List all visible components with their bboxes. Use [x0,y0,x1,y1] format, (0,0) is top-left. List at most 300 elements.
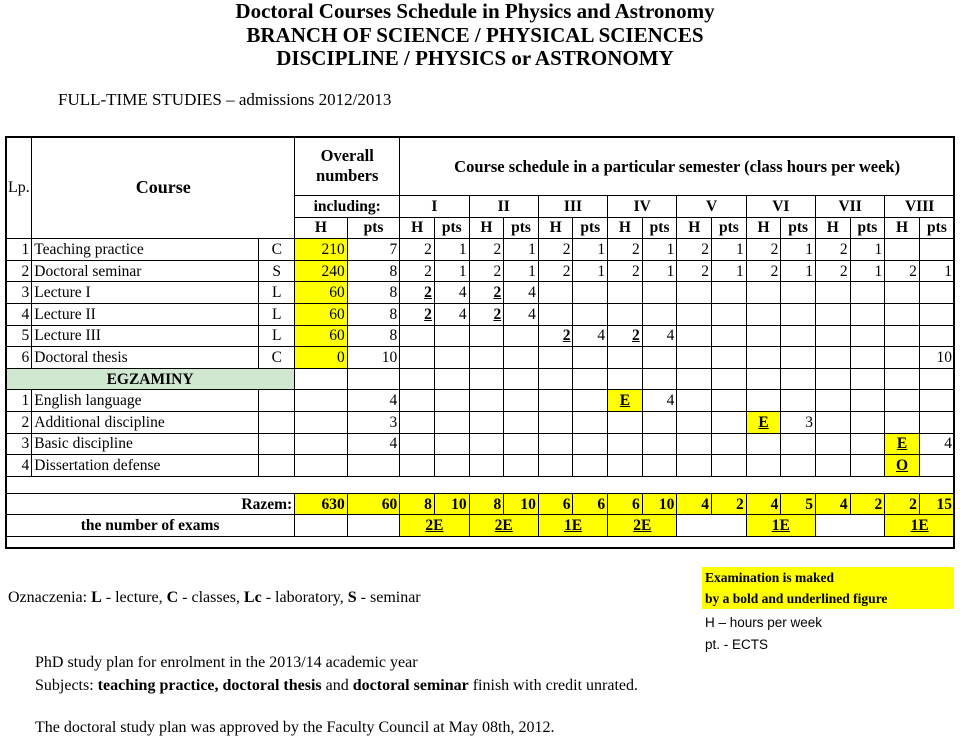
exam-name: Basic discipline [32,433,259,455]
sem-pts [781,282,816,304]
overall-pts: 3 [347,411,400,433]
col-pts: pts [642,217,677,239]
title-line-1: Doctoral Courses Schedule in Physics and Astronomy [235,0,715,23]
empty-cell [815,433,850,455]
sem-pts [919,239,954,261]
sem-pts: 4 [504,282,539,304]
empty-cell [434,411,469,433]
sem-h: 2 [538,239,573,261]
exam-type [259,390,295,412]
sem-h [677,282,712,304]
sem-pts [850,347,885,369]
sem-h: 2 [469,282,504,304]
row-number: 4 [6,303,32,325]
empty-cell [885,411,920,433]
empty-cell [919,390,954,412]
razem-h: 630 [295,493,348,515]
empty-cell [434,390,469,412]
empty-cell [469,411,504,433]
empty-cell [469,455,504,477]
razem-sem-h: 4 [746,493,781,515]
unit-note-h: H – hours per week [705,615,823,630]
empty-cell [850,433,885,455]
empty-cell [573,455,608,477]
empty-cell [434,368,469,390]
sem-pts [573,303,608,325]
empty-cell [885,368,920,390]
empty-cell [712,411,747,433]
empty-cell [295,368,348,390]
empty-cell [781,455,816,477]
sem-h: 2 [677,260,712,282]
empty-cell [400,433,435,455]
empty-cell [781,433,816,455]
empty-cell [677,411,712,433]
empty-cell [400,411,435,433]
overall-pts: 8 [347,260,400,282]
exam-note [702,567,954,609]
exams-count: 2E [469,515,538,537]
sem-h [538,303,573,325]
course-name: Lecture II [32,303,259,325]
legend [8,589,421,607]
sem-pts [434,325,469,347]
sem-h: 2 [608,239,643,261]
empty-cell [504,433,539,455]
overall-h: 60 [295,303,348,325]
col-h: H [295,217,348,239]
sem-h [815,347,850,369]
table-row [6,347,955,369]
exam-note-line-2: by a bold and underlined figure [705,591,888,606]
razem-sem-pts: 10 [504,493,539,515]
sem-h [815,282,850,304]
empty-cell [919,411,954,433]
semester-III: III [538,196,607,218]
empty-cell [642,433,677,455]
sem-h: 2 [538,260,573,282]
empty-cell [538,411,573,433]
empty-cell [781,390,816,412]
col-pts: pts [504,217,539,239]
col-h: H [815,217,850,239]
exam-mark: O [885,455,920,477]
sem-pts: 1 [504,260,539,282]
empty-cell [746,390,781,412]
sem-pts [712,303,747,325]
table-row [6,390,955,412]
overall-pts [347,455,400,477]
footer-subjects-1: teaching practice, doctoral thesis [97,677,322,694]
overall-pts: 4 [347,433,400,455]
course-type: S [259,260,295,282]
sem-pts [504,325,539,347]
footer-and: and [321,677,353,694]
legend-C-text: - classes, [178,589,244,606]
studies-subtitle: FULL-TIME STUDIES – admissions 2012/2013 [58,90,392,109]
legend-C: C [166,589,179,606]
sem-h [677,303,712,325]
sem-pts: 1 [434,260,469,282]
sem-pts [919,282,954,304]
sem-h [746,303,781,325]
empty-cell [677,455,712,477]
exams-count: 2E [608,515,677,537]
sem-pts [850,325,885,347]
empty-cell [573,368,608,390]
razem-label: Razem: [6,493,295,515]
title-line-3: DISCIPLINE / PHYSICS or ASTRONOMY [276,46,674,70]
legend-Lc: Lc [243,589,262,606]
empty-cell [504,368,539,390]
empty-cell [538,390,573,412]
overall-h [295,455,348,477]
sem-h [885,325,920,347]
sem-pts: 1 [781,239,816,261]
sem-h [608,347,643,369]
sem-h [885,239,920,261]
razem-sem-pts: 10 [434,493,469,515]
empty-cell [573,390,608,412]
course-name: Lecture III [32,325,259,347]
table-row [6,282,955,304]
exam-type [259,433,295,455]
sem-pts [712,347,747,369]
sem-pts: 4 [642,325,677,347]
exam-note-line-1: Examination is maked [705,570,835,585]
table-row [6,239,955,261]
table-row [6,325,955,347]
empty-cell [919,368,954,390]
course-type: L [259,303,295,325]
sem-pts [712,325,747,347]
legend-prefix: Oznaczenia: [8,589,92,606]
sem-pts: 1 [642,260,677,282]
empty-cell [400,368,435,390]
sem-h [469,347,504,369]
header-lp: Lp. [6,137,32,239]
empty-cell [815,368,850,390]
sem-pts [919,303,954,325]
table-row [6,476,955,493]
sem-pts [504,347,539,369]
sem-pts: 1 [504,239,539,261]
sem-h: 2 [469,303,504,325]
empty-cell [469,368,504,390]
empty-cell [504,455,539,477]
sem-h: 2 [400,282,435,304]
table-row [6,303,955,325]
sem-h: 2 [400,239,435,261]
col-pts: pts [573,217,608,239]
sem-h [815,303,850,325]
razem-sem-h: 6 [538,493,573,515]
semester-II: II [469,196,538,218]
exam-mark: E [746,411,781,433]
sem-pts: 1 [850,239,885,261]
razem-sem-h: 4 [677,493,712,515]
empty-cell [642,411,677,433]
col-h: H [677,217,712,239]
sem-pts [573,282,608,304]
course-name: Doctoral thesis [32,347,259,369]
razem-sem-pts: 2 [712,493,747,515]
overall-h [295,433,348,455]
semester-I: I [400,196,469,218]
empty-cell [850,455,885,477]
row-number: 1 [6,390,32,412]
empty-cell [712,390,747,412]
empty-cell [850,368,885,390]
table-row [6,260,955,282]
sem-pts: 10 [919,347,954,369]
semester-V: V [677,196,746,218]
sem-pts: 4 [504,303,539,325]
table-row [6,455,955,477]
sem-pts [573,347,608,369]
overall-h [295,411,348,433]
row-number: 2 [6,411,32,433]
row-number: 3 [6,433,32,455]
col-h: H [400,217,435,239]
course-name: Teaching practice [32,239,259,261]
sem-h [608,303,643,325]
empty-cell [608,455,643,477]
overall-pts: 8 [347,303,400,325]
sem-pts: 1 [712,239,747,261]
empty-cell [434,433,469,455]
title-line-2: BRANCH OF SCIENCE / PHYSICAL SCIENCES [246,22,704,47]
empty-cell [781,368,816,390]
table-row [6,433,955,455]
sem-h [885,347,920,369]
empty-cell [469,433,504,455]
table-row [6,515,955,537]
razem-sem-pts: 10 [642,493,677,515]
sem-pts: 1 [573,239,608,261]
header-course: Course [32,137,295,239]
sem-pts [850,303,885,325]
sem-pts: 1 [712,260,747,282]
col-h: H [746,217,781,239]
semester-VII: VII [815,196,884,218]
razem-sem-pts: 5 [781,493,816,515]
legend-Lc-text: - laboratory, [261,589,348,606]
row-number: 2 [6,260,32,282]
col-pts: pts [434,217,469,239]
exam-type [259,455,295,477]
sem-pts: 1 [573,260,608,282]
sem-h [538,347,573,369]
sem-h [538,282,573,304]
sem-pts: 1 [919,260,954,282]
empty-cell [677,368,712,390]
razem-sem-h: 8 [400,493,435,515]
empty-cell [642,368,677,390]
header-schedule: Course schedule in a particular semester (class hours per week) [400,137,955,196]
empty-cell [504,390,539,412]
table-row [6,137,955,196]
empty-cell [746,368,781,390]
sem-pts: 4 [573,325,608,347]
sem-h: 2 [469,260,504,282]
course-name: Doctoral seminar [32,260,259,282]
sem-h: 2 [885,260,920,282]
overall-h [295,390,348,412]
empty-cell [850,411,885,433]
row-number: 6 [6,347,32,369]
overall-h: 60 [295,282,348,304]
exam-name: Additional discipline [32,411,259,433]
sem-h [746,282,781,304]
exams-count: 1E [538,515,607,537]
footer-finish: finish with credit unrated. [468,677,639,694]
overall-pts: 8 [347,282,400,304]
exam-type [259,411,295,433]
sem-h: 2 [677,239,712,261]
overall-pts: 4 [347,390,400,412]
footer-line-1: PhD study plan for enrolment in the 2013/14 academic year [35,654,418,671]
col-pts: pts [347,217,400,239]
empty-cell [504,411,539,433]
sem-pts: 4 [434,282,469,304]
schedule-table [5,136,955,537]
semester-IV: IV [608,196,677,218]
row-number: 4 [6,455,32,477]
empty-cell [712,455,747,477]
row-number: 3 [6,282,32,304]
sem-h: 2 [746,260,781,282]
exams-count: 1E [746,515,815,537]
table-row [6,411,955,433]
col-pts: pts [919,217,954,239]
sem-h [885,303,920,325]
sem-h [400,325,435,347]
empty-cell [815,390,850,412]
exams-header: EGZAMINY [6,368,295,390]
razem-sem-pts: 2 [850,493,885,515]
unit-note-pt: pt. - ECTS [705,637,769,652]
col-h: H [538,217,573,239]
empty-cell [642,455,677,477]
col-pts: pts [781,217,816,239]
sem-h: 2 [815,260,850,282]
empty-cell [815,411,850,433]
exams-count [677,515,746,537]
col-h: H [469,217,504,239]
header-overall: Overall numbers [295,137,400,196]
empty-cell [347,368,400,390]
course-type: L [259,282,295,304]
overall-h: 210 [295,239,348,261]
exams-count-label: the number of exams [6,515,295,537]
exam-mark: E [885,433,920,455]
sem-pts [642,282,677,304]
empty-cell [746,455,781,477]
empty-cell [538,433,573,455]
razem-pts: 60 [347,493,400,515]
sem-h [400,347,435,369]
document-title [0,0,960,71]
sem-pts [850,282,885,304]
row-number: 5 [6,325,32,347]
table-row [6,493,955,515]
legend-S: S [347,589,357,606]
legend-S-text: - seminar [356,589,421,606]
sem-pts [781,347,816,369]
sem-pts: 1 [434,239,469,261]
empty-cell [746,433,781,455]
razem-sem-h: 2 [885,493,920,515]
table-row [6,368,955,390]
header-including: including: [295,196,400,218]
razem-sem-h: 4 [815,493,850,515]
empty-cell [434,455,469,477]
sem-h: 2 [400,260,435,282]
empty-cell [538,368,573,390]
exam-pts: 3 [781,411,816,433]
sem-pts [781,325,816,347]
sem-h: 2 [469,239,504,261]
exam-name: Dissertation defense [32,455,259,477]
razem-sem-pts: 6 [573,493,608,515]
footer-line-3: The doctoral study plan was approved by the Faculty Council at May 08th, 2012. [35,719,555,736]
sem-h: 2 [746,239,781,261]
sem-pts [434,347,469,369]
empty-cell [712,368,747,390]
row-number: 1 [6,239,32,261]
empty-cell [815,455,850,477]
sem-pts [712,282,747,304]
legend-L: L [91,589,102,606]
course-type: C [259,239,295,261]
sem-h: 2 [608,260,643,282]
overall-h: 0 [295,347,348,369]
sem-pts [781,303,816,325]
sem-h [815,325,850,347]
sem-h [746,325,781,347]
exam-pts: 4 [919,433,954,455]
empty-cell [677,390,712,412]
empty-cell [347,515,400,537]
sem-h [885,282,920,304]
sem-h [469,325,504,347]
overall-h: 240 [295,260,348,282]
empty-cell [400,455,435,477]
semester-VIII: VIII [885,196,955,218]
sem-h [677,347,712,369]
sem-pts [642,303,677,325]
empty-cell [885,390,920,412]
sem-pts [919,325,954,347]
empty-cell [469,390,504,412]
overall-pts: 7 [347,239,400,261]
empty-cell [608,433,643,455]
sem-h [746,347,781,369]
sem-h: 2 [608,325,643,347]
empty-cell [712,433,747,455]
empty-cell [608,411,643,433]
col-h: H [608,217,643,239]
sem-h: 2 [815,239,850,261]
empty-cell [573,411,608,433]
legend-L-text: - lecture, [101,589,167,606]
exam-mark: E [608,390,643,412]
footer-line-2 [35,677,638,695]
sem-h: 2 [400,303,435,325]
empty-cell [400,390,435,412]
course-name: Lecture I [32,282,259,304]
